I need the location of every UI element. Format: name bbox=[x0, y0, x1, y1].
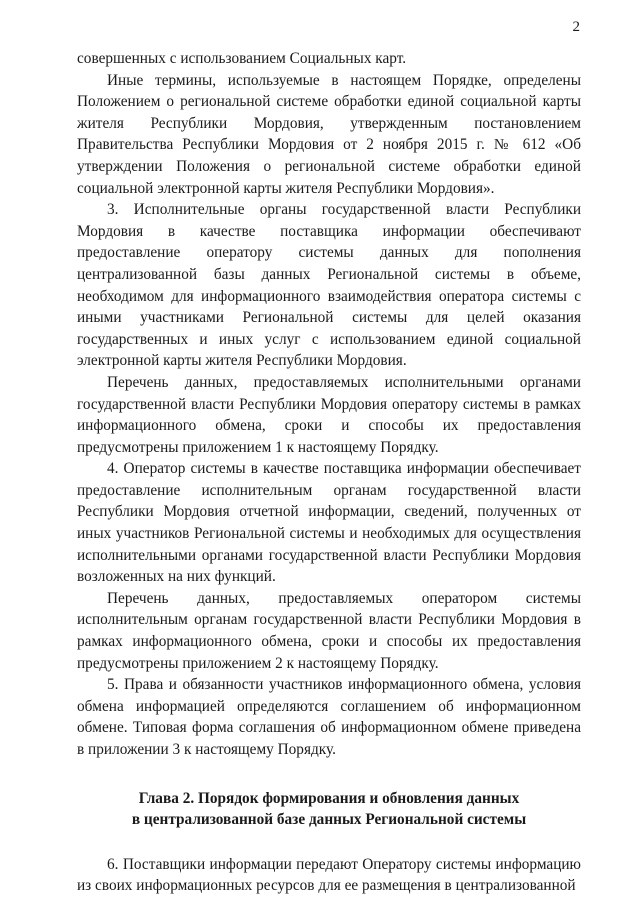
chapter-heading-line-1: Глава 2. Порядок формирования и обновления данных bbox=[138, 789, 520, 807]
chapter-heading-line-2: в централизованной базе данных Региональной системы bbox=[131, 811, 527, 829]
paragraph-5: 5. Права и обязанности участников информационного обмена, условия обмена информацией определяются соглашением об информационном обмене. Типовая форма соглашения об информационном обмене приведена в приложении 3 к настоящему Порядку. bbox=[77, 676, 581, 758]
paragraph-6: 6. Поставщики информации передают Оператору системы информацию из своих информационных ресурсов для ее размещения в централизованной bbox=[77, 855, 581, 895]
paragraph-3: 3. Исполнительные органы государственной власти Республики Мордовия в качестве поставщика информации обеспечивают предоставление оператору системы данных для пополнения централизованной базы данных Региональной системы в объеме, необходимом для информационного взаимодействия оператора системы с иными участниками Региональной системы для целей оказания государственных и иных услуг с использованием единой социальной электронной карты жителя Республики Мордовия. bbox=[77, 201, 581, 370]
paragraph-4-list: Перечень данных, предоставляемых оператором системы исполнительным органам государственной власти Республики Мордовия в рамках информационного обмена, сроки и способы их предоставления предусмотрены приложением 2 к настоящему Порядку. bbox=[77, 589, 581, 672]
paragraph-4: 4. Оператор системы в качестве поставщика информации обеспечивает предоставление исполнительным органам государственной власти Республики Мордовия отчетной информации, сведений, полученных от иных участников Региональной системы и необходимых для осуществления исполнительными органами государственной власти Республики Мордовия возложенных на них функций. bbox=[77, 460, 581, 586]
paragraph-continuation: совершенных с использованием Социальных карт. bbox=[77, 50, 407, 67]
document-body bbox=[77, 48, 581, 897]
paragraph-3-list: Перечень данных, предоставляемых исполнительными органами государственной власти Республики Мордовия оператору системы в рамках информационного обмена, сроки и способы их предоставления предусмотрены приложением 1 к настоящему Порядку. bbox=[77, 373, 581, 456]
chapter-heading bbox=[77, 788, 581, 831]
paragraph-terms: Иные термины, используемые в настоящем Порядке, определены Положением о региональной системе обработки единой социальной карты жителя Республики Мордовия, утвержденным постановлением Правительства Республики Мордовия от 2 ноября 2015 г. № 612 «Об утверждении Положения о региональной системе обработки единой социальной электронной карты жителя Республики Мордовия». bbox=[77, 71, 581, 197]
page-number: 2 bbox=[572, 19, 580, 35]
